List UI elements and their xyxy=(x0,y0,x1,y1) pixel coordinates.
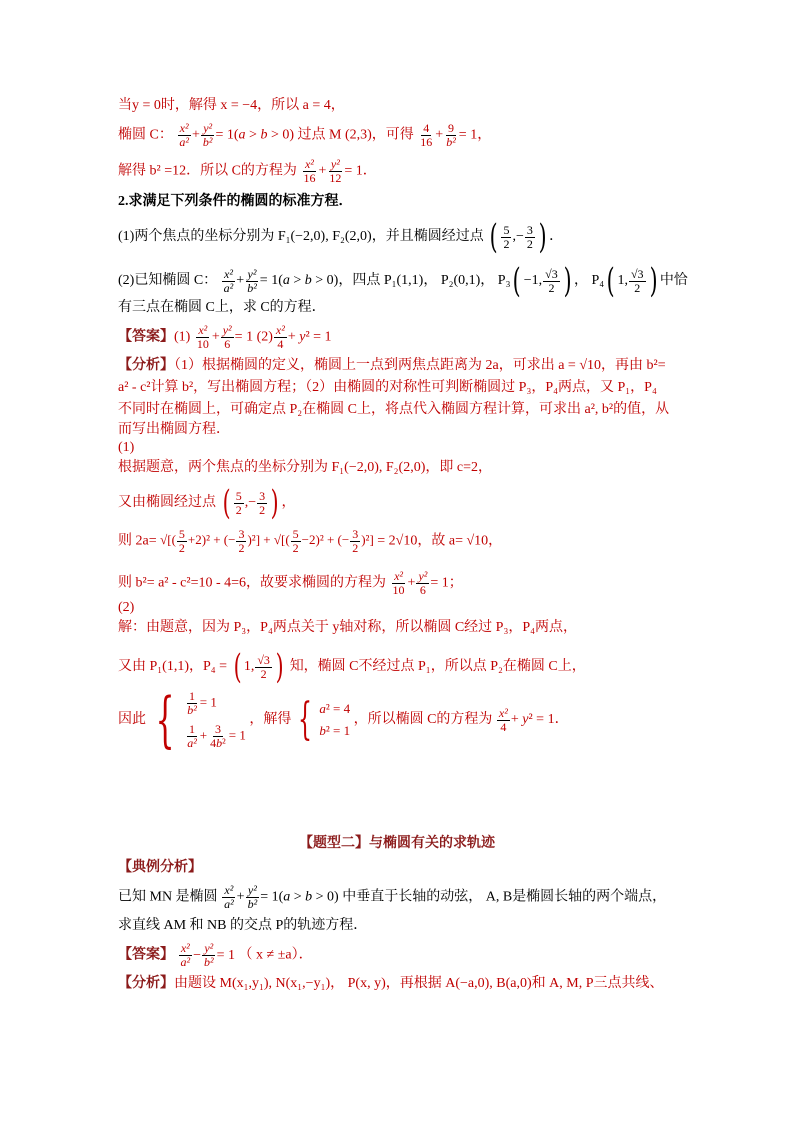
question-2-title xyxy=(118,192,724,212)
solution-1-line-b: 又由椭圆经过点 ( $\frac{5}{2}$ ,− $\frac{3}{2}$ ) ， xyxy=(118,483,296,523)
answer-part-2-label: (2) xyxy=(256,329,273,345)
solution-1-line-d: 则 b²= a² - c²=10 - 4=6，故要求椭圆的方程为 $\frac{\text{x²}}{10}$ + $\frac{\text{y²}}{6}$ = 1； xyxy=(118,569,463,597)
sol2-c-suffix: ，所以椭圆 C的方程为 xyxy=(353,712,493,727)
sol1-c-prefix: 则 2a= xyxy=(118,533,157,549)
solution-1-line-c: 则 2a= √[( $\frac{5}{2}$ +2)² + (− $\frac{3}{2}$ )²] + √[( $\frac{5}{2}$ −2)² + (− $\frac{3}{2}$ )²] = 2√10，故 a= √10， xyxy=(118,527,503,555)
analysis-line-2 xyxy=(118,378,724,398)
analysis-line-4 xyxy=(118,420,724,440)
frac-y2-12: $\frac{\text{y²}}{12}$ xyxy=(329,157,342,185)
section-title xyxy=(0,832,794,852)
p2-label: (2) xyxy=(118,600,135,615)
example-line-1: 已知 MN 是椭圆 $\frac{\text{x²}}{\text{a²}}$ + $\frac{\text{y²}}{\text{b²}}$ = 1(a > b > 0) 中垂直于长轴的动弦， A, B是椭圆长轴的两个端点， xyxy=(118,883,667,911)
answer-line: 【答案】(1) $\frac{\text{x²}}{10}$ + $\frac{\text{y²}}{6}$ = 1 (2) $\frac{\text{x²}}{4}$ + y² = 1 xyxy=(118,323,332,351)
sol2-a-text: 解：由题意，因为 P₃，P₄两点关于 y轴对称，所以椭圆 C经过 P₃，P₄两点， xyxy=(118,620,578,635)
p1-label: (1) xyxy=(118,440,135,455)
q2-2a-text: (2)已知椭圆 C： xyxy=(118,273,218,289)
analysis-line-1 xyxy=(118,356,724,376)
solution-1-line-a xyxy=(118,458,724,478)
sol1-d-prefix: 则 b²= a² - c²=10 - 4=6，故要求椭圆的方程为 xyxy=(118,575,387,591)
sol1-c-suffix: = 2√10，故 a= √10， xyxy=(377,533,503,549)
example-label-line xyxy=(118,858,724,878)
analysis-2-line xyxy=(118,974,724,994)
line-3-prefix: 解得 b² =12．所以 C的方程为 xyxy=(118,163,297,179)
line-1-text: 当y = 0时，解得 x = −4，所以 a = 4， xyxy=(118,98,345,113)
example-line-2 xyxy=(118,916,724,936)
sol2-c-mid: ，解得 xyxy=(249,712,292,727)
answer-2-condition: （ x ≠ ±a）． xyxy=(238,947,313,963)
q2-2d-text: 中恰 xyxy=(659,273,688,289)
line-2-mid: 过点 M (2,3)，可得 xyxy=(297,127,414,143)
sol1-a-text: 根据题意，两个焦点的坐标分别为 F₁(−2,0), F₂(2,0)，即 c=2， xyxy=(118,460,492,475)
ex-2-text: 求直线 AM 和 NB 的交点 P的轨迹方程． xyxy=(118,918,368,933)
solution-2-label xyxy=(118,598,724,618)
line-2-prefix: 椭圆 C： xyxy=(118,127,173,143)
analysis-3-text: 不同时在椭圆上，可确定点 P₂在椭圆 C上，将点代入椭圆方程计算，可求出 a², b²的值，从 xyxy=(118,402,670,417)
answer-2-label: 【答案】 xyxy=(118,947,174,963)
section-title-text: 【题型二】与椭圆有关的求轨迹 xyxy=(299,836,495,851)
analysis-1-text: （1）根据椭圆的定义，椭圆上一点到两焦点距离为 2a，可求出 a = √10，再由 b²= xyxy=(174,358,666,373)
frac-x2-16: $\frac{\text{x²}}{16}$ xyxy=(303,157,316,185)
frac-4-16: $\frac{4}{16}$ xyxy=(420,121,433,149)
sol1-b-text: 又由椭圆经过点 xyxy=(118,495,216,511)
ex-1b-text: 中垂直于长轴的动弦， A, B是椭圆长轴的两个端点， xyxy=(342,889,667,905)
sol2-b-suffix: 知，椭圆 C不经过点 P₁，所以点 P₂在椭圆 C上， xyxy=(289,659,586,675)
q2-1-text: (1)两个焦点的坐标分别为 F₁(−2,0), F₂(2,0)，并且椭圆经过点 xyxy=(118,229,484,245)
question-2-part-1: (1)两个焦点的坐标分别为 F₁(−2,0), F₂(2,0)，并且椭圆经过点 ( $\frac{5}{2}$ ,− $\frac{3}{2}$ ) ． xyxy=(118,217,564,257)
analysis-4-text: 而写出椭圆方程． xyxy=(118,422,230,437)
sol2-c-prefix: 因此 xyxy=(118,712,146,727)
example-label: 【典例分析】 xyxy=(118,860,202,875)
analysis-2-text: a² - c²计算 b²，写出椭圆方程；（2）由椭圆的对称性可判断椭圆过 P₃，P₄两点，又 P₁，P₄ xyxy=(118,380,657,395)
analysis-line-3 xyxy=(118,400,724,420)
q2-title-text: 2.求满足下列条件的椭圆的标准方程． xyxy=(118,194,353,209)
analysis-2-label: 【分析】 xyxy=(118,976,174,991)
text-line-3: 解得 b² =12．所以 C的方程为 $\frac{\text{x²}}{16}$ + $\frac{\text{y²}}{12}$ = 1． xyxy=(118,157,377,185)
solution-1-label xyxy=(118,438,724,458)
answer-2-line: 【答案】 $\frac{\text{x²}}{\text{a²}}$ − $\frac{\text{y²}}{\text{b²}}$ = 1 （ x ≠ ±a）． xyxy=(118,941,313,969)
solution-2-line-b: 又由 P₁(1,1)，P₄ = ( 1, $\frac{√3}{2}$ ) 知，椭圆 C不经过点 P₁，所以点 P₂在椭圆 C上， xyxy=(118,647,586,687)
q2-2b-text: ，四点 P₁(1,1)， P₂(0,1)， P₃ xyxy=(338,273,511,289)
q2-2e-text: 有三点在椭圆 C上，求 C的方程． xyxy=(118,300,326,315)
frac-x2-a2: $\frac{\text{x²}}{\text{a²}}$ xyxy=(179,121,189,149)
analysis-2-text: 由题设 M(x₁,y₁), N(x₁,−y₁)， P(x, y)，再根据 A(−a,0), B(a,0)和 A, M, P三点共线、 xyxy=(174,976,664,991)
solution-2-line-c: 因此 { $\frac{1}{\text{b²}}$ = 1 $\frac{1}{\text{a²}}$ + $\frac{3}{\text{4b²}}$ = 1 ，解得 { a² = 4 b² = 1 ，所以椭圆 C的方程为 $\frac{\text{x²}}{4}$ + y² = 1． xyxy=(118,685,569,755)
solution-2-line-a xyxy=(118,618,724,638)
question-2-part-2: (2)已知椭圆 C： $\frac{\text{x²}}{\text{a²}}$ + $\frac{\text{y²}}{\text{b²}}$ = 1(a > b > 0)，四点 P₁(1,1)， P₂(0,1)， P₃( −1, $\frac{√3}{2}$ ) ， P₄( 1, $\frac{√3}{2}$ ) 中恰 xyxy=(118,261,688,301)
text-line-1 xyxy=(118,96,724,116)
frac-9-b2: $\frac{9}{\text{b²}}$ xyxy=(446,121,456,149)
answer-label: 【答案】 xyxy=(118,329,174,345)
ex-1-text: 已知 MN 是椭圆 xyxy=(118,889,218,905)
q2-2c-text: ， P₄ xyxy=(574,273,605,289)
sol2-b-prefix: 又由 P₁(1,1)，P₄ = xyxy=(118,659,228,675)
question-2-part-2-cont xyxy=(118,298,724,318)
text-line-2: 椭圆 C： $\frac{\text{x²}}{\text{a²}}$ + $\frac{\text{y²}}{\text{b²}}$ = 1(a > b > 0) 过点 M (2,3)，可得 $\frac{4}{16}$ + $\frac{9}{\text{b²}}$ = 1， xyxy=(118,121,492,149)
analysis-label: 【分析】 xyxy=(118,358,174,373)
answer-part-1-label: (1) xyxy=(174,329,191,345)
frac-y2-b2: $\frac{\text{y²}}{\text{b²}}$ xyxy=(202,121,213,149)
